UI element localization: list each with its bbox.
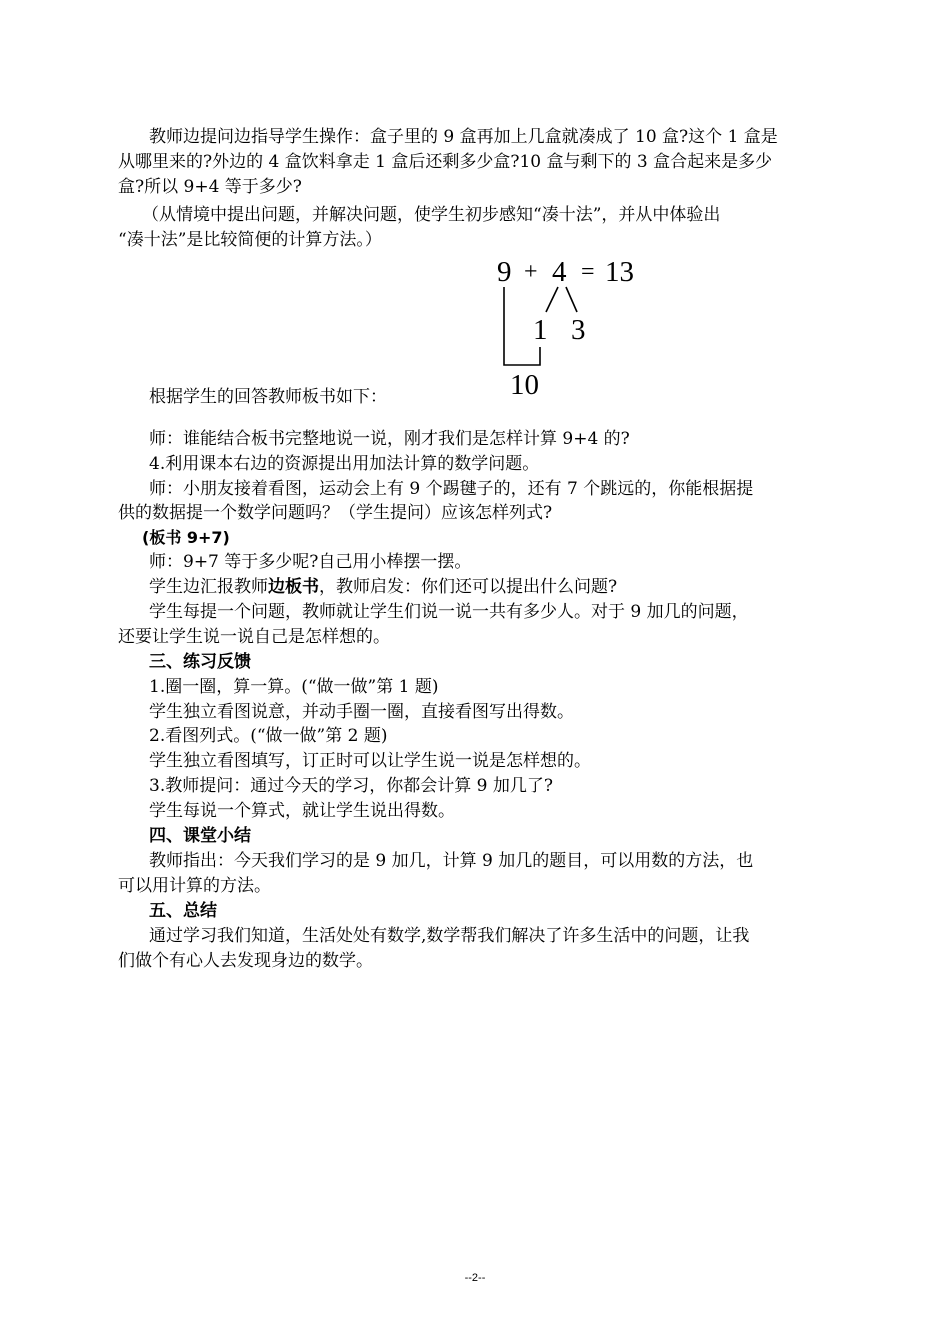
- board-intro: 根据学生的回答教师板书如下：: [149, 387, 387, 407]
- split-line-left: [546, 287, 558, 312]
- section-3-item-1-desc: 学生独立看图说意，并动手圈一圈，直接看图写出得数。: [149, 702, 574, 722]
- teacher-question-3: 师：9+7 等于多少呢?自己用小棒摆一摆。: [149, 552, 472, 572]
- paragraph-1-line-2: 从哪里来的?外边的 4 盒饮料拿走 1 盒后还剩多少盒?10 盒与剩下的 3 盒合起来是多少: [118, 152, 773, 172]
- note-line-2: “凑十法”是比较简便的计算方法。）: [118, 230, 382, 250]
- note-line-1: （从情境中提出问题，并解决问题，使学生初步感知“凑十法”，并从中体验出: [142, 205, 721, 225]
- equation-result: 13: [605, 256, 634, 288]
- student-report-part-1: 学生边汇报教师: [149, 577, 268, 597]
- teacher-question-1: 师：谁能结合板书完整地说一说，刚才我们是怎样计算 9+4 的?: [149, 429, 630, 449]
- page-number: --2--: [464, 1272, 486, 1284]
- section-3-item-3: 3.教师提问：通过今天的学习，你都会计算 9 加几了?: [149, 776, 553, 796]
- section-5-heading: 五、总结: [149, 901, 217, 921]
- section-5-line-1: 通过学习我们知道，生活处处有数学,数学帮我们解决了许多生活中的问题，让我: [149, 926, 750, 946]
- paragraph-1-line-1: 教师边提问边指导学生操作：盒子里的 9 盒再加上几盒就凑成了 10 盒?这个 1 盒是: [149, 127, 778, 147]
- item-4: 4.利用课本右边的资源提出用加法计算的数学问题。: [149, 454, 540, 474]
- student-report-bold: 边板书: [268, 577, 319, 597]
- section-5-line-2: 们做个有心人去发现身边的数学。: [118, 951, 373, 971]
- combined-ten: 10: [510, 369, 539, 401]
- board-diagram: [490, 255, 650, 405]
- student-report: [149, 575, 617, 599]
- section-4-line-1: 教师指出：今天我们学习的是 9 加几，计算 9 加几的题目，可以用数的方法，也: [149, 851, 754, 871]
- teacher-question-2-line-1: 师：小朋友接着看图，运动会上有 9 个踢毽子的，还有 7 个跳远的，你能根据提: [149, 479, 754, 499]
- student-each-line-2: 还要让学生说一说自己是怎样想的。: [118, 627, 390, 647]
- split-line-right: [566, 287, 577, 312]
- split-part-left: 1: [533, 314, 548, 346]
- teacher-question-2-line-2: 供的数据提一个数学问题吗？（学生提问）应该怎样列式?: [118, 503, 553, 523]
- student-report-part-2: ，教师启发：你们还可以提出什么问题?: [319, 577, 618, 597]
- section-3-item-2-desc: 学生独立看图填写，订正时可以让学生说一说是怎样想的。: [149, 751, 591, 771]
- section-4-line-2: 可以用计算的方法。: [118, 876, 271, 896]
- paragraph-1-line-3: 盒?所以 9+4 等于多少?: [118, 177, 302, 197]
- equation-equals: =: [581, 259, 595, 285]
- equation-addend-b: 4: [552, 256, 567, 288]
- section-3-item-2: 2.看图列式。(“做一做”第 2 题): [149, 726, 388, 746]
- section-3-item-3-desc: 学生每说一个算式，就让学生说出得数。: [149, 801, 455, 821]
- section-3-heading: 三、练习反馈: [149, 652, 251, 672]
- equation-plus: +: [524, 259, 538, 285]
- board-note: (板书 9+7): [142, 528, 230, 547]
- student-each-line-1: 学生每提一个问题，教师就让学生们说一说一共有多少人。对于 9 加几的问题，: [149, 602, 749, 622]
- section-3-item-1: 1.圈一圈，算一算。(“做一做”第 1 题): [149, 677, 439, 697]
- section-4-heading: 四、课堂小结: [149, 826, 251, 846]
- equation-addend-a: 9: [497, 256, 512, 288]
- split-part-right: 3: [571, 314, 586, 346]
